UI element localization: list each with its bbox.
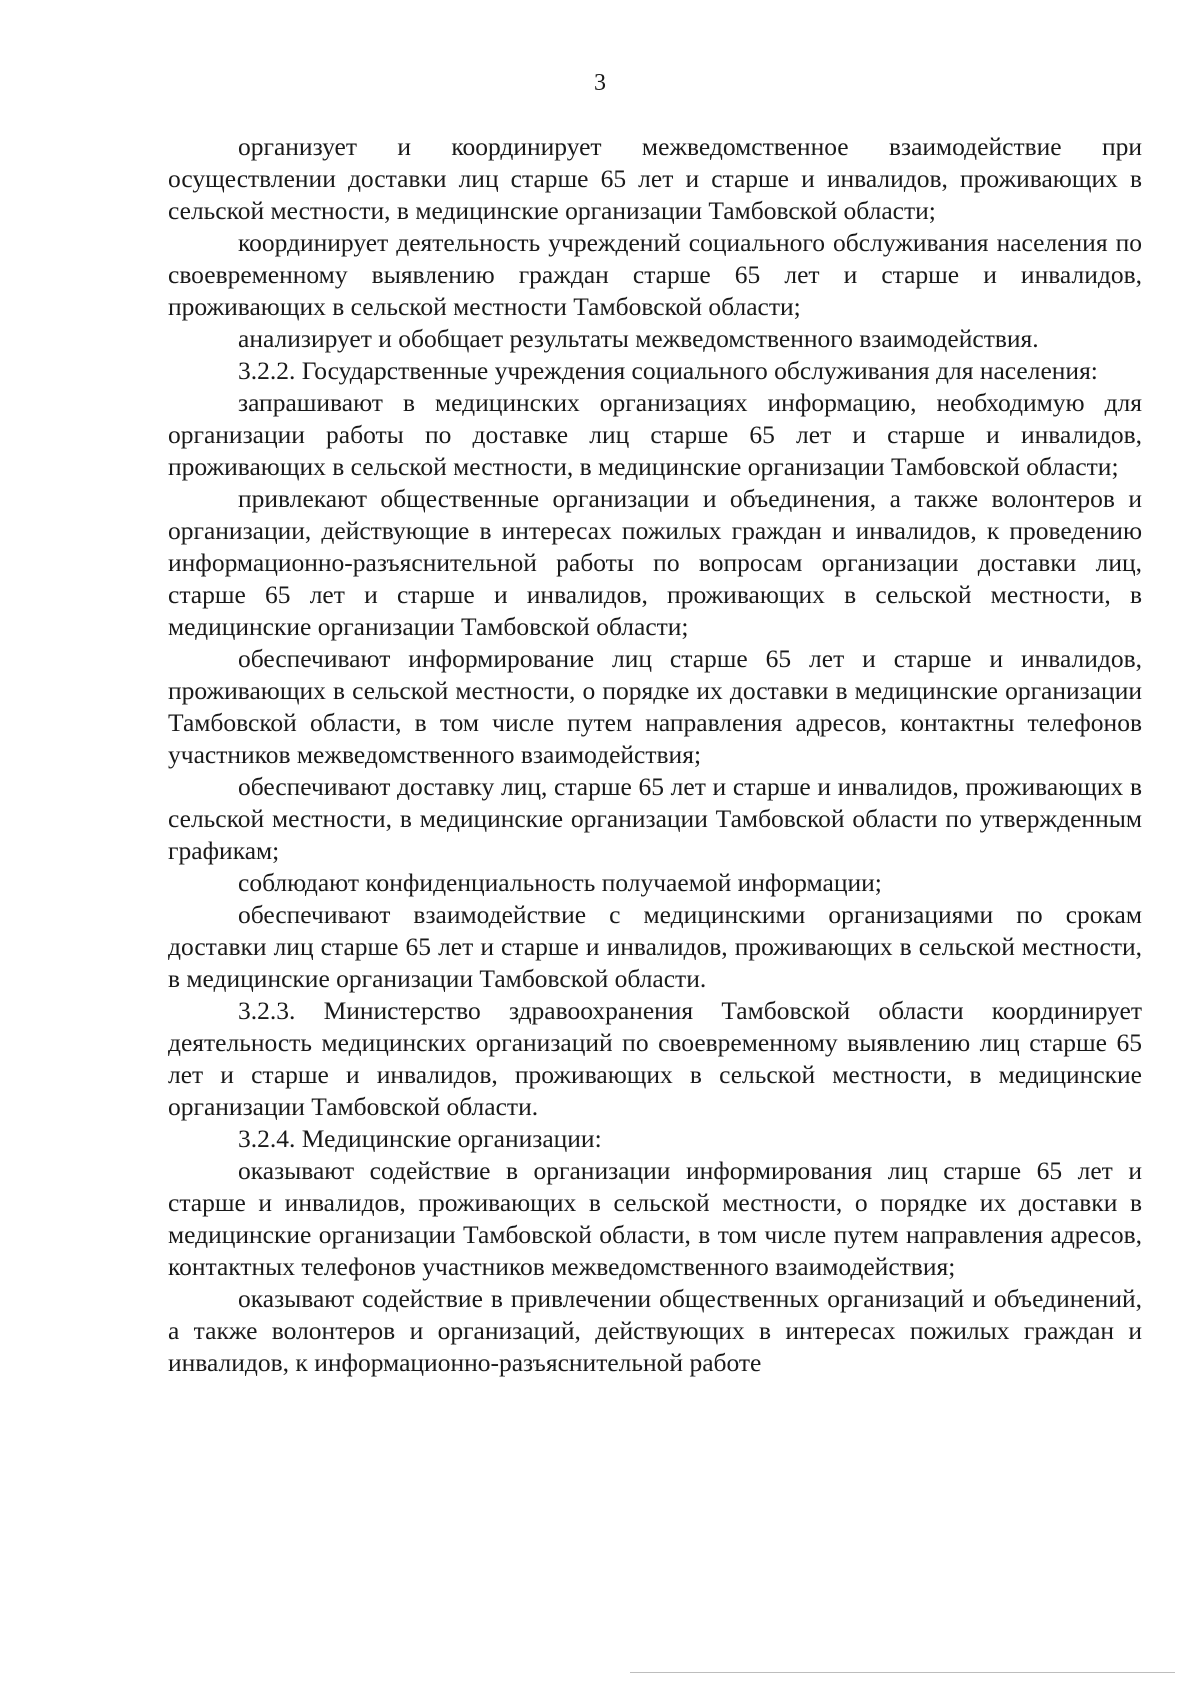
paragraph: обеспечивают информирование лиц старше 65 лет и старше и инвалидов, проживающих в сельской местности, о порядке их доставки в медицинские организации Тамбовской области, в том числе путем направления адресов, контактны телефонов участников межведомственного взаимодействия; xyxy=(168,644,1142,769)
paragraph: оказывают содействие в организации информирования лиц старше 65 лет и старше и инвалидов, проживающих в сельской местности, о порядке их доставки в медицинские организации Тамбовской области, в том числе путем направления адресов, контактных телефонов участников межведомственного взаимодействия; xyxy=(168,1156,1142,1281)
paragraph: организует и координирует межведомственное взаимодействие при осуществлении доставки лиц старше 65 лет и старше и инвалидов, проживающих в сельской местности, в медицинские организации Тамбовской области; xyxy=(168,132,1142,225)
paragraph: привлекают общественные организации и объединения, а также волонтеров и организации, действующие в интересах пожилых граждан и инвалидов, к проведению информационно-разъяснительной работы по вопросам организации доставки лиц, старше 65 лет и старше и инвалидов, проживающих в сельской местности, в медицинские организации Тамбовской области; xyxy=(168,484,1142,641)
section-heading-3-2-4: 3.2.4. Медицинские организации: xyxy=(238,1124,602,1153)
section-heading-3-2-2: 3.2.2. Государственные учреждения социального обслуживания для населения: xyxy=(238,356,1098,385)
paragraph: анализирует и обобщает результаты межведомственного взаимодействия. xyxy=(238,324,1039,353)
paragraph: обеспечивают взаимодействие с медицинскими организациями по срокам доставки лиц старше 65 лет и старше и инвалидов, проживающих в сельской местности, в медицинские организации Тамбовской области. xyxy=(168,900,1142,993)
document-body xyxy=(168,131,1142,1379)
page-number: 3 xyxy=(594,70,606,96)
paragraph: координирует деятельность учреждений социального обслуживания населения по своевременному выявлению граждан старше 65 лет и старше и инвалидов, проживающих в сельской местности Тамбовской области; xyxy=(168,228,1142,321)
section-3-2-3: 3.2.3. Министерство здравоохранения Тамбовской области координирует деятельность медицинских организаций по своевременному выявлению лиц старше 65 лет и старше и инвалидов, проживающих в сельской местности, в медицинские организации Тамбовской области. xyxy=(168,996,1142,1121)
paragraph: соблюдают конфиденциальность получаемой информации; xyxy=(238,868,882,897)
paragraph: обеспечивают доставку лиц, старше 65 лет и старше и инвалидов, проживающих в сельской местности, в медицинские организации Тамбовской области по утвержденным графикам; xyxy=(168,772,1142,865)
paragraph: запрашивают в медицинских организациях информацию, необходимую для организации работы по доставке лиц старше 65 лет и старше и инвалидов, проживающих в сельской местности, в медицинские организации Тамбовской области; xyxy=(168,388,1142,481)
paragraph: оказывают содействие в привлечении общественных организаций и объединений, а также волонтеров и организаций, действующих в интересах пожилых граждан и инвалидов, к информационно-разъяснительной работе xyxy=(168,1284,1142,1377)
footer-divider xyxy=(630,1672,1175,1673)
